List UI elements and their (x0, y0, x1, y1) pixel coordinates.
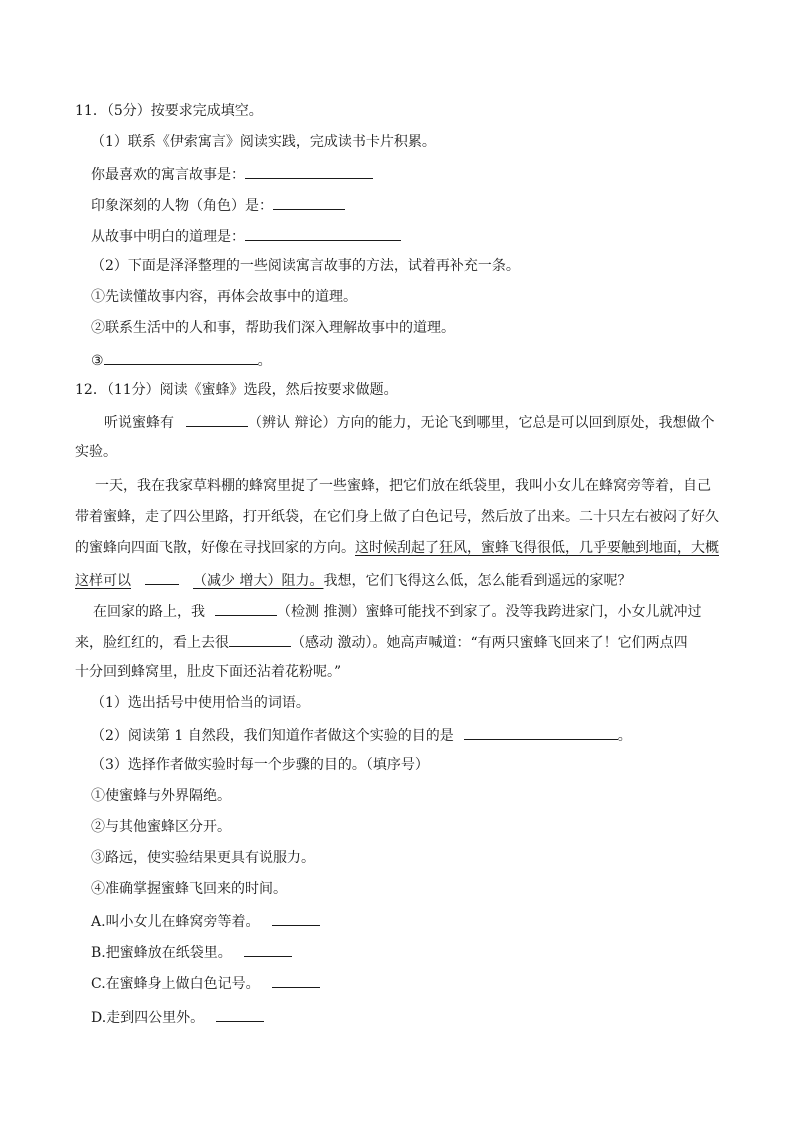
q12-underlined-sentence-b: 这样可以 (75, 573, 131, 589)
q12-p2-line2: 带着蜜蜂，走了四公里路，打开纸袋，在它们身上做了白色记号，然后放了出来。二十只左右被闷了好久 (75, 509, 719, 525)
q12-blank-jianshao[interactable] (145, 569, 179, 585)
q12-blank-bianren[interactable] (186, 411, 248, 427)
q11-header: 11．（5分）按要求完成填空。 (75, 103, 263, 119)
q12-step-a-blank[interactable] (272, 910, 320, 926)
q12-p3-text-d: （感动 激动）。她高声喊道：“有两只蜜蜂飞回来了！它们两点四 (291, 635, 688, 651)
q12-step-a-text: A.叫小女儿在蜂窝旁等着。 (91, 914, 260, 930)
q12-step-a-row (91, 910, 320, 930)
q12-p2-line4-c: 我想，它们飞得这么低，怎么能看到遥远的家呢？ (323, 573, 632, 589)
q11-method1: ①先读懂故事内容，再体会故事中的道理。 (91, 289, 357, 305)
q12-p3-text-c: 来，脸红红的，看上去很 (75, 635, 229, 651)
q12-blank-tuice[interactable] (215, 600, 277, 616)
q11-method3-blank[interactable] (104, 349, 258, 365)
q11-method2: ②联系生活中的人和事，帮助我们深入理解故事中的道理。 (91, 320, 455, 336)
q12-option1: ①使蜜蜂与外界隔绝。 (91, 788, 231, 804)
q12-option4: ④准确掌握蜜蜂飞回来的时间。 (91, 881, 287, 897)
q12-p2-line4 (75, 569, 631, 589)
q12-step-b-text: B.把蜜蜂放在纸袋里。 (91, 945, 232, 961)
q12-step-d-text: D.走到四公里外。 (91, 1010, 205, 1026)
q12-p1-line2: 实验。 (75, 444, 117, 460)
q12-p2-line3 (75, 538, 719, 558)
q12-sub3: （3）选择作者做实验时每一个步骤的目的。（填序号） (91, 757, 429, 773)
q12-step-c-blank[interactable] (272, 972, 320, 988)
q12-step-c-row (91, 972, 320, 992)
q12-step-c-text: C.在蜜蜂身上做白色记号。 (91, 976, 260, 992)
q12-sub2-blank[interactable] (464, 724, 618, 740)
q12-sub1: （1）选出括号中使用恰当的词语。 (91, 695, 310, 711)
q11-favorite-row (91, 163, 373, 183)
q12-sub2-row (91, 724, 632, 744)
q11-character-blank[interactable] (273, 194, 345, 210)
q12-p3-line1 (93, 600, 701, 620)
q11-method3-suffix: 。 (257, 353, 272, 369)
q11-favorite-label: 你最喜欢的寓言故事是： (91, 167, 245, 183)
q11-lesson-label: 从故事中明白的道理是： (91, 229, 245, 245)
q12-underlined-sentence-c: （减少 增大）阻力。 (193, 573, 324, 589)
q11-part1: （1）联系《伊索寓言》阅读实践，完成读书卡片积累。 (91, 134, 436, 150)
q12-p3-line2 (75, 631, 688, 651)
q12-p1-line1 (104, 411, 714, 431)
q11-favorite-blank[interactable] (245, 163, 373, 179)
q12-blank-jidong[interactable] (229, 631, 291, 647)
q12-option2: ②与其他蜜蜂区分开。 (91, 819, 231, 835)
q12-underlined-sentence-a: 这时候刮起了狂风，蜜蜂飞得很低，几乎要触到地面，大概 (355, 540, 719, 556)
q11-character-label: 印象深刻的人物（角色）是： (91, 198, 273, 214)
q11-character-row (91, 194, 345, 214)
q12-step-d-blank[interactable] (216, 1006, 264, 1022)
q12-header: 12．（11分）阅读《蜜蜂》选段，然后按要求做题。 (75, 382, 398, 398)
q12-p3-line3: 十分回到蜂窝里，肚皮下面还沾着花粉呢。” (75, 664, 342, 680)
q11-method3-prefix: ③ (91, 353, 104, 369)
q12-step-b-blank[interactable] (244, 941, 292, 957)
q12-step-d-row (91, 1006, 264, 1026)
q11-part2: （2）下面是泽泽整理的一些阅读寓言故事的方法，试着再补充一条。 (91, 258, 520, 274)
q12-step-b-row (91, 941, 292, 961)
q12-p3-text-b: （检测 推测）蜜蜂可能找不到家了。没等我跨进家门，小女儿就冲过 (277, 604, 702, 620)
q12-sub2-suffix: 。 (617, 728, 632, 744)
q11-lesson-row (91, 225, 401, 245)
q12-option3: ③路远，使实验结果更具有说服力。 (91, 850, 315, 866)
q12-p1-text-a: 听说蜜蜂有 (104, 415, 174, 431)
q12-p2-line3-a: 的蜜蜂向四面飞散，好像在寻找回家的方向。 (75, 540, 355, 556)
q12-p1-text-b: （辨认 辩论）方向的能力，无论飞到哪里，它总是可以回到原处，我想做个 (248, 415, 715, 431)
q11-method3-row (91, 349, 272, 369)
q12-sub2-text: （2）阅读第 1 自然段，我们知道作者做这个实验的目的是 (91, 728, 454, 744)
q12-p3-text-a: 在回家的路上，我 (93, 604, 205, 620)
q12-p2-line1: 一天，我在我家草料棚的蜂窝里捉了一些蜜蜂，把它们放在纸袋里，我叫小女儿在蜂窝旁等着，自己 (95, 478, 711, 494)
q11-lesson-blank[interactable] (245, 225, 401, 241)
